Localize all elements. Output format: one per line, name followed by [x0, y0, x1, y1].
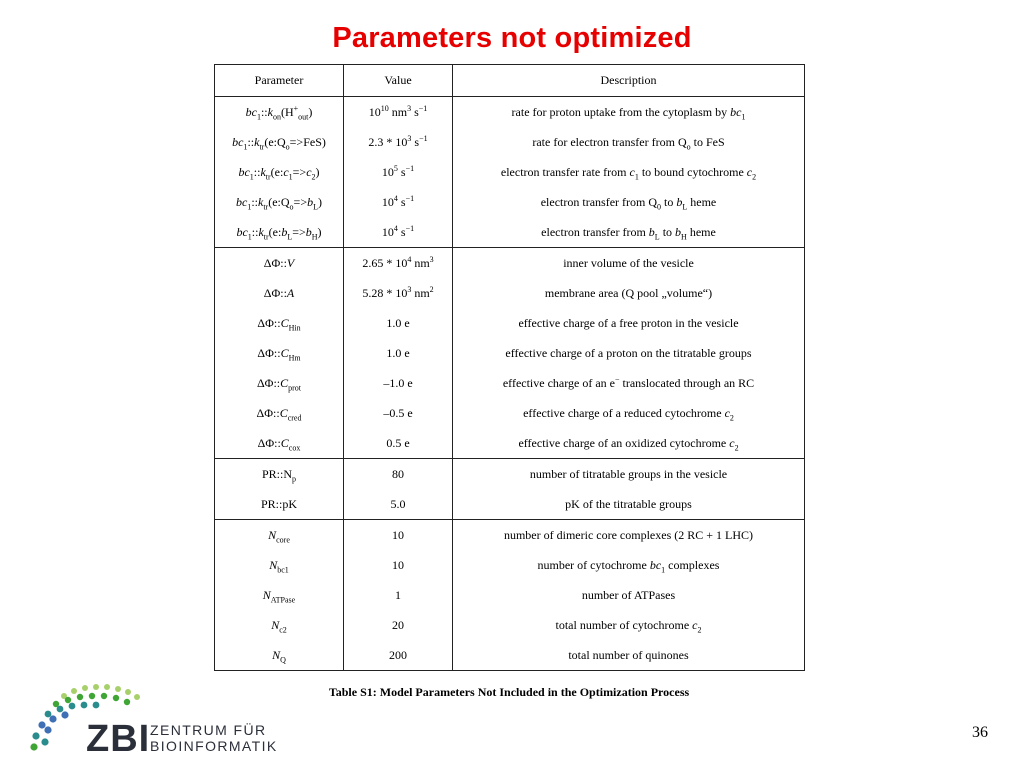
table-row: [215, 248, 805, 279]
table-row: [215, 610, 805, 640]
value-cell: 200: [344, 640, 453, 671]
description-cell: electron transfer from $b_L$ to $b_H$ heme: [453, 217, 805, 248]
value-cell: 1.0 e: [344, 308, 453, 338]
table-row: [215, 157, 805, 187]
description-cell: number of dimeric core complexes (2 RC + 1 LHC): [453, 520, 805, 551]
header-description: Description: [453, 65, 805, 97]
description-cell: membrane area (Q pool „volume“): [453, 278, 805, 308]
description-cell: electron transfer from $Q_0$ to $b_L$ heme: [453, 187, 805, 217]
header-parameter: Parameter: [215, 65, 344, 97]
value-cell: $10^5$ $s^{-1}$: [344, 157, 453, 187]
param-cell: $N_Q$: [215, 640, 344, 671]
value-cell: $10^4$ $s^{-1}$: [344, 187, 453, 217]
table-row: [215, 398, 805, 428]
param-cell: ΔΦ::A: [215, 278, 344, 308]
table-row: [215, 368, 805, 398]
table-row: [215, 459, 805, 490]
param-cell: $bc_1::k_{tr}(e:b_L=>b_H)$: [215, 217, 344, 248]
value-cell: –0.5 e: [344, 398, 453, 428]
value-cell: $2.3 * 10^3$ $s^{-1}$: [344, 127, 453, 157]
param-cell: $N_{ATPase}$: [215, 580, 344, 610]
description-cell: electron transfer rate from $c_1$ to bound cytochrome $c_2$: [453, 157, 805, 187]
value-cell: 20: [344, 610, 453, 640]
logo-text: [150, 722, 278, 754]
value-cell: $10^4$ $s^{-1}$: [344, 217, 453, 248]
description-cell: rate for proton uptake from the cytoplasm by $bc_1$: [453, 97, 805, 128]
table-header-row: [215, 65, 805, 97]
table-row: [215, 187, 805, 217]
logo-line-2: BIOINFORMATIK: [150, 738, 278, 754]
value-cell: 80: [344, 459, 453, 490]
table-row: [215, 580, 805, 610]
param-cell: $N_{c2}$: [215, 610, 344, 640]
logo-mark: ZBI: [86, 718, 151, 758]
description-cell: effective charge of a free proton in the vesicle: [453, 308, 805, 338]
param-cell: $PR::N_p$: [215, 459, 344, 490]
table-row: [215, 97, 805, 128]
param-cell: $bc_1::k_{tr}(e:Q_o=>FeS)$: [215, 127, 344, 157]
value-cell: $2.65 * 10^4$ $nm^3$: [344, 248, 453, 279]
table-row: [215, 127, 805, 157]
param-cell: $bc_1::k_{tr}(e:c_1=>c_2)$: [215, 157, 344, 187]
table-row: [215, 640, 805, 671]
param-cell: PR::pK: [215, 489, 344, 520]
description-cell: total number of quinones: [453, 640, 805, 671]
description-cell: effective charge of a reduced cytochrome $c_2$: [453, 398, 805, 428]
page-number: 36: [972, 724, 988, 741]
param-cell: $\Delta\Phi::C_{Hm}$: [215, 338, 344, 368]
description-cell: number of titratable groups in the vesicle: [453, 459, 805, 490]
parameter-table: [214, 64, 805, 671]
description-cell: pK of the titratable groups: [453, 489, 805, 520]
param-cell: $\Delta\Phi::C_{Hin}$: [215, 308, 344, 338]
header-value: Value: [344, 65, 453, 97]
description-cell: effective charge of an oxidized cytochrome $c_2$: [453, 428, 805, 459]
value-cell: $10^{10}$ $nm^3$ $s^{-1}$: [344, 97, 453, 128]
param-cell: ΔΦ::V: [215, 248, 344, 279]
slide-title: Parameters not optimized: [332, 22, 692, 54]
table-row: [215, 308, 805, 338]
value-cell: 10: [344, 550, 453, 580]
value-cell: –1.0 e: [344, 368, 453, 398]
param-cell: $\Delta\Phi::C_{cox}$: [215, 428, 344, 459]
description-cell: inner volume of the vesicle: [453, 248, 805, 279]
table-row: [215, 520, 805, 551]
param-cell: $bc_1::k_{tr}(e:Q_o=>b_L)$: [215, 187, 344, 217]
param-cell: $\Delta\Phi::C_{cred}$: [215, 398, 344, 428]
table-row: [215, 550, 805, 580]
description-cell: number of cytochrome $bc_1$ complexes: [453, 550, 805, 580]
value-cell: 0.5 e: [344, 428, 453, 459]
value-cell: 1.0 e: [344, 338, 453, 368]
logo-line-1: ZENTRUM FÜR: [150, 722, 267, 738]
table-row: [215, 338, 805, 368]
description-cell: total number of cytochrome $c_2$: [453, 610, 805, 640]
table-row: [215, 428, 805, 459]
value-cell: 5.0: [344, 489, 453, 520]
table-caption: Table S1: Model Parameters Not Included in the Optimization Process: [328, 685, 690, 699]
param-cell: $N_{core}$: [215, 520, 344, 551]
param-cell: $bc_1::k_{on}(H^+_{out})$: [215, 97, 344, 128]
param-cell: $N_{bc1}$: [215, 550, 344, 580]
description-cell: number of ATPases: [453, 580, 805, 610]
table-row: [215, 278, 805, 308]
value-cell: 10: [344, 520, 453, 551]
value-cell: $5.28 * 10^3$ $nm^2$: [344, 278, 453, 308]
param-cell: $\Delta\Phi::C_{prot}$: [215, 368, 344, 398]
value-cell: 1: [344, 580, 453, 610]
table-row: [215, 217, 805, 248]
description-cell: effective charge of an e− translocated through an RC: [453, 368, 805, 398]
description-cell: rate for electron transfer from $Q_o$ to FeS: [453, 127, 805, 157]
description-cell: effective charge of a proton on the titratable groups: [453, 338, 805, 368]
table-row: [215, 489, 805, 520]
